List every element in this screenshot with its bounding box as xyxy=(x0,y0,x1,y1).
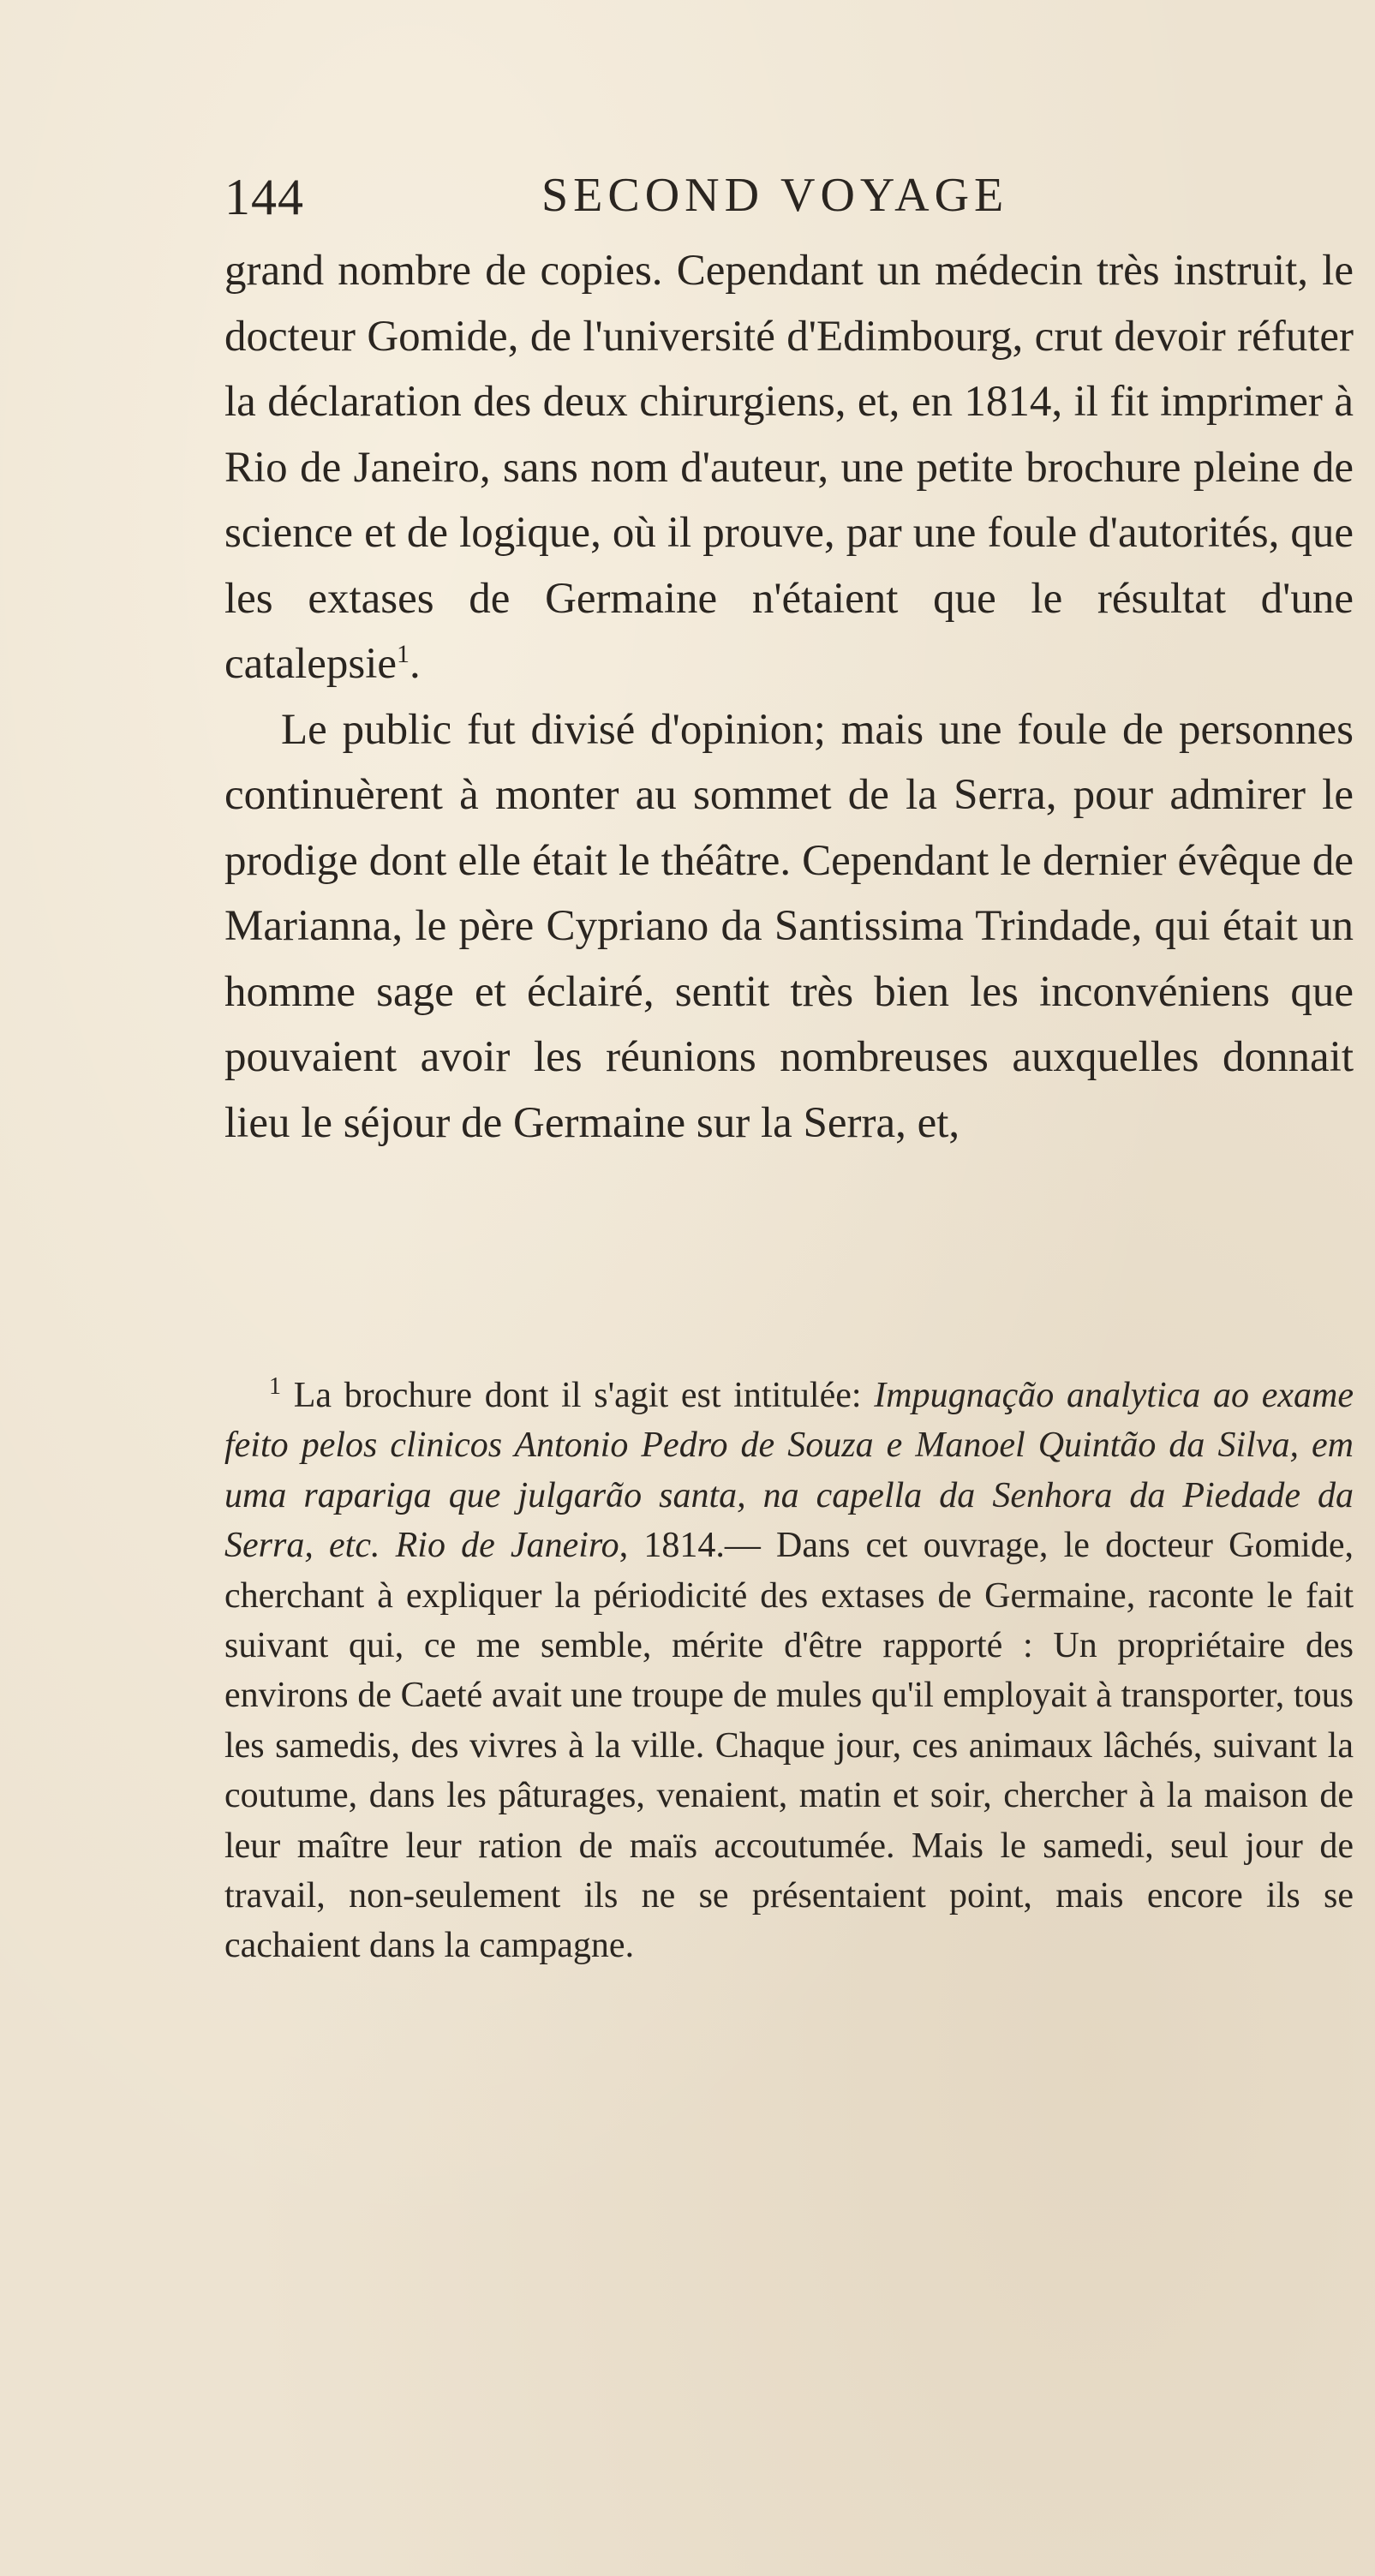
main-text xyxy=(224,238,1354,1156)
footnote-title: Impugnação analytica ao exame feito pelos clinicos Antonio Pedro de Souza e Manoel Quintão da Silva, em uma rapariga que julgarão santa, na capella da Senhora da Piedade da Serra, etc. Rio de Janeiro xyxy=(224,1376,1354,1566)
footnote-marker: 1 xyxy=(269,1373,281,1400)
footnote-intro: La brochure dont il s'agit est intitulée: xyxy=(293,1376,862,1415)
footnote xyxy=(224,1371,1354,1971)
paragraph-2: Le public fut divisé d'opinion; mais une foule de personnes continuèrent à monter au sommet de la Serra, pour admirer le prodige dont elle était le théâtre. Cependant le dernier évêque de Marianna, le père Cypriano da Santissima Trindade, qui était un homme sage et éclairé, sentit très bien les inconvéniens que pouvaient avoir les réunions nombreuses auxquelles donnait lieu le séjour de Germaine sur la Serra, et, xyxy=(224,705,1354,1147)
footnote-reference: 1 xyxy=(397,640,410,668)
footnote-rest: , 1814.— Dans cet ouvrage, le docteur Gomide, cherchant à expliquer la périodicité des extases de Germaine, raconte le fait suivant qui, ce me semble, mérite d'être rapporté : Un propriétaire des environs de Caeté avait une troupe de mules qu'il employait à transporter, tous les samedis, des vivres à la ville. Chaque jour, ces animaux lâchés, suivant la coutume, dans les pâturages, venaient, matin et soir, chercher à la maison de leur maître leur ration de maïs accoutumée. Mais le samedi, seul jour de travail, non-seulement ils ne se présentaient point, mais encore ils se cachaient dans la campagne. xyxy=(224,1526,1354,1966)
page-header xyxy=(224,168,1321,228)
footnote-paragraph xyxy=(224,1371,1354,1971)
page-number: 144 xyxy=(224,169,304,225)
paragraph-1 xyxy=(224,238,1354,697)
paragraph-1-text: grand nombre de copies. Cependant un médecin très instruit, le docteur Gomide, de l'université d'Edimbourg, crut devoir réfuter la déclaration des deux chirurgiens, et, en 1814, il fit imprimer à Rio de Janeiro, sans nom d'auteur, une petite brochure pleine de science et de logique, où il prouve, par une foule d'autorités, que les extases de Germaine n'étaient que le résultat d'une catalepsie xyxy=(224,247,1354,688)
paragraph-1-end: . xyxy=(410,640,421,688)
running-head: SECOND VOYAGE xyxy=(541,169,1009,222)
